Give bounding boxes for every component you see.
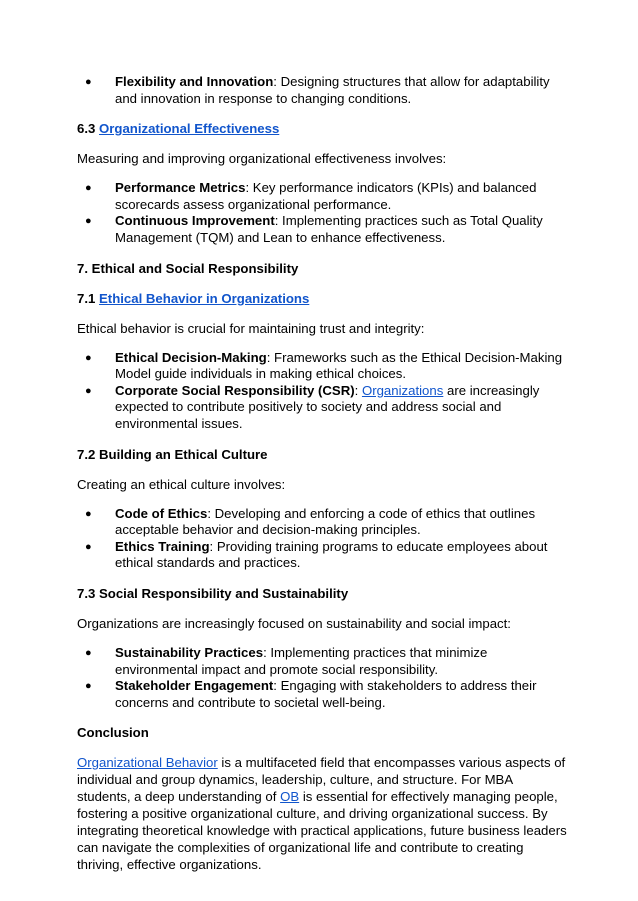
item-text: : Key performance indicators (KPIs) and balanced scorecards assess organizational performance. xyxy=(115,180,537,212)
list-item xyxy=(77,213,567,246)
bullet-list-7-2 xyxy=(77,506,567,572)
bullet-icon: ● xyxy=(85,182,92,195)
item-lead: Flexibility and Innovation xyxy=(115,74,274,89)
bullet-list-7-1 xyxy=(77,350,567,433)
intro-7-2: Creating an ethical culture involves: xyxy=(77,476,286,492)
list-item xyxy=(77,383,567,433)
bullet-icon: ● xyxy=(85,215,92,228)
intro-6-3: Measuring and improving organizational effectiveness involves: xyxy=(77,151,447,167)
list-item xyxy=(77,539,567,572)
ob-link[interactable]: OB xyxy=(280,789,300,805)
item-text: : Providing training programs to educate employees about ethical standards and practices. xyxy=(115,538,548,571)
bullet-icon: ● xyxy=(85,646,92,659)
list-item xyxy=(77,180,567,213)
intro-7-3: Organizations are increasingly focused on sustainability and social impact: xyxy=(77,615,511,631)
item-lead: Performance Metrics xyxy=(115,180,246,196)
item-text: are increasingly expected to contribute positively to society and address social and environmental issues. xyxy=(115,382,540,431)
item-text: : Frameworks such as the Ethical Decision-Making Model guide individuals in making ethical choices. xyxy=(115,349,563,382)
bullet-list-structure xyxy=(77,74,567,107)
organizational-effectiveness-link[interactable]: Organizational Effectiveness xyxy=(99,121,280,137)
bullet-icon: ● xyxy=(85,680,92,693)
bullet-icon: ● xyxy=(85,540,92,553)
intro-7-1: Ethical behavior is crucial for maintaining trust and integrity: xyxy=(77,320,425,336)
list-item xyxy=(77,506,567,539)
item-text: : Engaging with stakeholders to address their concerns and contribute to societal well-being. xyxy=(115,678,537,710)
item-lead: Stakeholder Engagement xyxy=(115,678,274,694)
heading-6-3: 6.3 Organizational Effectiveness xyxy=(77,121,280,137)
heading-7-3: 7.3 Social Responsibility and Sustainability xyxy=(77,585,349,601)
item-lead: Corporate Social Responsibility (CSR) xyxy=(115,382,355,398)
list-item xyxy=(77,350,567,383)
ethical-behavior-link[interactable]: Ethical Behavior in Organizations xyxy=(99,290,310,306)
list-item xyxy=(77,645,567,678)
list-item xyxy=(77,678,567,711)
item-lead: Ethics Training xyxy=(115,538,210,554)
list-item xyxy=(77,74,567,107)
item-lead: Code of Ethics xyxy=(115,505,208,521)
item-text: : Developing and enforcing a code of ethics that outlines acceptable behavior and decision-making principles. xyxy=(115,505,536,538)
conclusion-paragraph: Organizational Behavior is a multifaceted field that encompasses various aspects of individual and group dynamics, leadership, culture, and structure. For MBA students, a deep understanding of OB is essential for effectively managing people, fostering a positive organizational culture, and driving organizational success. By integrating theoretical knowledge with practical applications, future business leaders can navigate the complexities of organizational life and contribute to creating thriving, effective organizations. xyxy=(77,755,567,873)
heading-7-1: 7.1 Ethical Behavior in Organizations xyxy=(77,290,310,306)
heading-conclusion: Conclusion xyxy=(77,725,149,741)
bullet-icon: ● xyxy=(85,507,92,520)
document-content xyxy=(77,74,567,873)
item-text: : Implementing practices that minimize environmental impact and promote social responsibility. xyxy=(115,644,488,677)
item-lead: Continuous Improvement xyxy=(115,213,275,229)
organizations-link[interactable]: Organizations xyxy=(361,382,444,398)
bullet-list-6-3 xyxy=(77,180,567,246)
organizational-behavior-link[interactable]: Organizational Behavior xyxy=(77,755,218,771)
item-lead: Sustainability Practices xyxy=(115,644,264,660)
bullet-icon: ● xyxy=(85,351,92,364)
item-lead: Ethical Decision-Making xyxy=(115,349,267,365)
bullet-list-7-3 xyxy=(77,645,567,711)
item-sep: : xyxy=(354,382,362,398)
item-text: : Implementing practices such as Total Quality Management (TQM) and Lean to enhance effectiveness. xyxy=(115,213,543,245)
item-text: : Designing structures that allow for adaptability and innovation in response to changing conditions. xyxy=(115,74,550,106)
heading-7-2: 7.2 Building an Ethical Culture xyxy=(77,446,268,462)
bullet-icon: ● xyxy=(85,76,92,88)
bullet-icon: ● xyxy=(85,384,92,397)
heading-7: 7. Ethical and Social Responsibility xyxy=(77,260,299,276)
